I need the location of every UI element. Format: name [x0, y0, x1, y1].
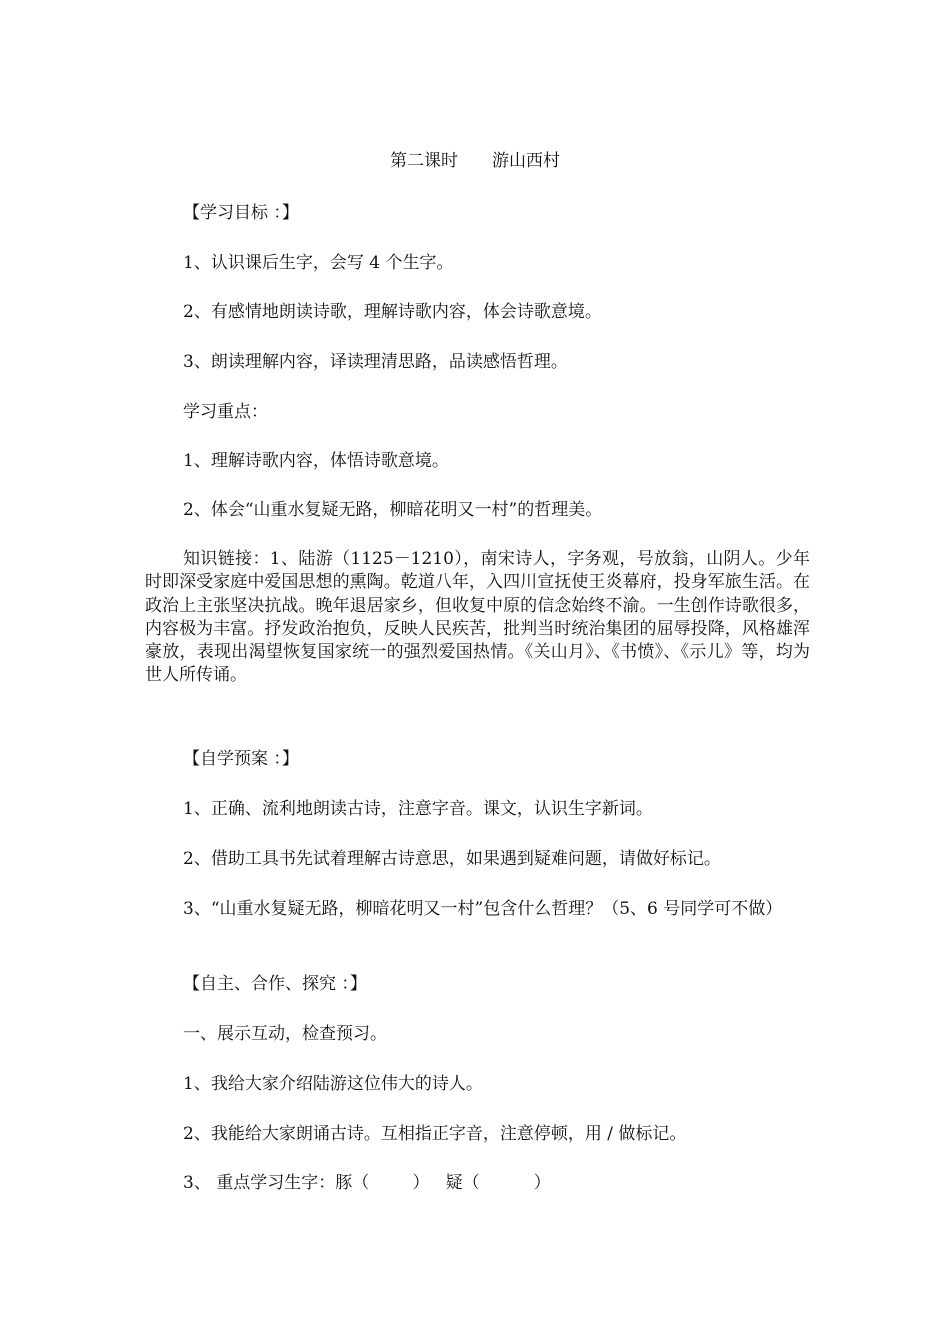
objective-item: 2、有感情地朗读诗歌，理解诗歌内容，体会诗歌意境。 [183, 302, 602, 322]
key-point-item: 1、理解诗歌内容，体悟诗歌意境。 [183, 451, 449, 471]
explore-item: 2、我能给大家朗诵古诗。互相指正字音，注意停顿，用 / 做标记。 [183, 1124, 687, 1144]
explore-heading: 【自主、合作、探究 ：】 [183, 974, 367, 994]
explore-item: 3、 重点学习生字：豚（ ） 疑（ ） [183, 1173, 551, 1193]
knowledge-link-paragraph [145, 548, 810, 688]
self-study-item: 1、正确、流利地朗读古诗，注意字音。课文，认识生字新词。 [183, 799, 653, 819]
explore-item: 1、我给大家介绍陆游这位伟大的诗人。 [183, 1074, 483, 1094]
explore-section-title: 一、展示互动，检查预习。 [183, 1024, 387, 1044]
self-study-heading: 【自学预案 ：】 [183, 749, 299, 769]
self-study-item-paragraph [145, 898, 810, 921]
page-title [0, 149, 950, 173]
objective-item: 1、认识课后生字，会写 4 个生字。 [183, 253, 454, 273]
key-points-heading: 学习重点： [183, 402, 268, 422]
self-study-item: 2、借助工具书先试着理解古诗意思，如果遇到疑难问题，请做好标记。 [183, 849, 721, 869]
knowledge-link-text: 知识链接：1、陆游（1125－1210），南宋诗人，字务观，号放翁，山阴人。少年时即深受家庭中爱国思想的熏陶。乾道八年，入四川宣抚使王炎幕府，投身军旅生活。在政治上主张坚决抗战。晚年退居家乡，但收复中原的信念始终不渝。一生创作诗歌很多，内容极为丰富。抒发政治抱负，反映人民疾苦，批判当时统治集团的屈辱投降，风格雄浑豪放，表现出渴望恢复国家统一的强烈爱国热情。《关山月》、《书愤》、《示儿》等，均为世人所传诵。 [145, 549, 810, 686]
lesson-label: 第二课时 [390, 151, 458, 171]
key-point-item: 2、体会“山重水复疑无路，柳暗花明又一村”的哲理美。 [183, 500, 603, 520]
objectives-heading: 【学习目标 ：】 [183, 203, 299, 223]
objective-item: 3、朗读理解内容，译读理清思路，品读感悟哲理。 [183, 352, 568, 372]
poem-title: 游山西村 [492, 151, 560, 171]
self-study-item: 3、“山重水复疑无路，柳暗花明又一村”包含什么哲理？（5、6 号同学可不做） [183, 899, 783, 919]
